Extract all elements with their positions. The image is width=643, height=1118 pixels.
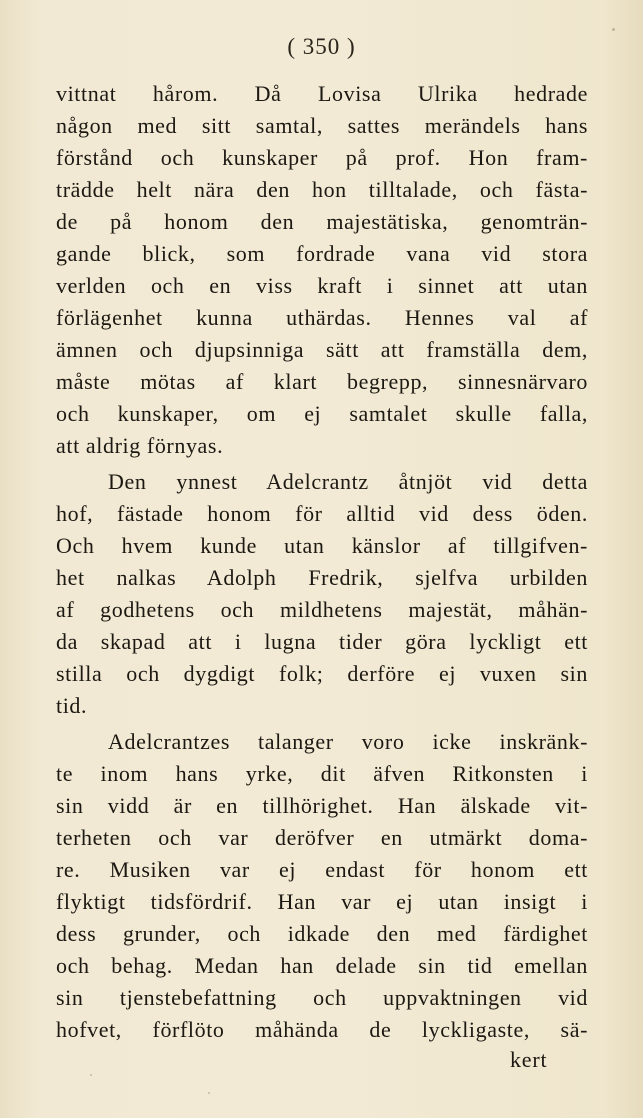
text-line: ämnen och djupsinniga sätt att framställa dem, [56,337,588,362]
paper-speck [208,1092,210,1094]
text-line: verlden och en viss kraft i sinnet att utan [56,273,588,298]
paper-speck [612,28,615,31]
text-line: dess grunder, och idkade den med färdighet [56,921,588,946]
text-line: sin tjenstebefattning och uppvaktningen vid [56,985,588,1010]
text-line: någon med sitt samtal, sattes merändels hans [56,113,588,138]
text-line: måste mötas af klart begrepp, sinnesnärvaro [56,369,588,394]
text-line: vittnat hårom. Då Lovisa Ulrika hedrade [56,81,588,106]
paper-speck [90,1074,92,1076]
text-line: de på honom den majestätiska, genomträn- [56,209,588,234]
text-line: att aldrig förnyas. [56,433,224,458]
text-line: gande blick, som fordrade vana vid stora [56,241,588,266]
text-line: förlägenhet kunna uthärdas. Hennes val af [56,305,588,330]
text-line: och kunskaper, om ej samtalet skulle falla, [56,401,588,426]
text-line: tid. [56,693,88,718]
text-line: sin vidd är en tillhörighet. Han älskade vit- [56,793,588,818]
text-line: stilla och dygdigt folk; derföre ej vuxen sin [56,661,588,686]
text-line: hofvet, förflöto måhända de lyckligaste, sä- [56,1017,588,1042]
text-line: af godhetens och mildhetens majestät, måhän- [56,597,588,622]
text-line: re. Musiken var ej endast för honom ett [56,857,588,882]
text-line: hof, fästade honom för alltid vid dess öden. [56,501,588,526]
text-line: te inom hans yrke, dit äfven Ritkonsten i [56,761,588,786]
text-line: Adelcrantzes talanger voro icke inskränk- [108,729,588,754]
text-line: Den ynnest Adelcrantz åtnjöt vid detta [108,469,588,494]
text-line: het nalkas Adolph Fredrik, sjelfva urbilden [56,565,588,590]
text-line: da skapad att i lugna tider göra lyckligt ett [56,629,588,654]
catchword: kert [510,1047,548,1072]
text-line: Och hvem kunde utan känslor af tillgifven- [56,533,588,558]
text-line: förstånd och kunskaper på prof. Hon fram- [56,145,588,170]
page-number: ( 350 ) [287,34,356,59]
text-line: trädde helt nära den hon tilltalade, och fästa- [56,177,588,202]
text-line: flyktigt tidsfördrif. Han var ej utan insigt i [56,889,588,914]
text-line: terheten och var deröfver en utmärkt doma- [56,825,588,850]
text-line: och behag. Medan han delade sin tid emellan [56,953,588,978]
